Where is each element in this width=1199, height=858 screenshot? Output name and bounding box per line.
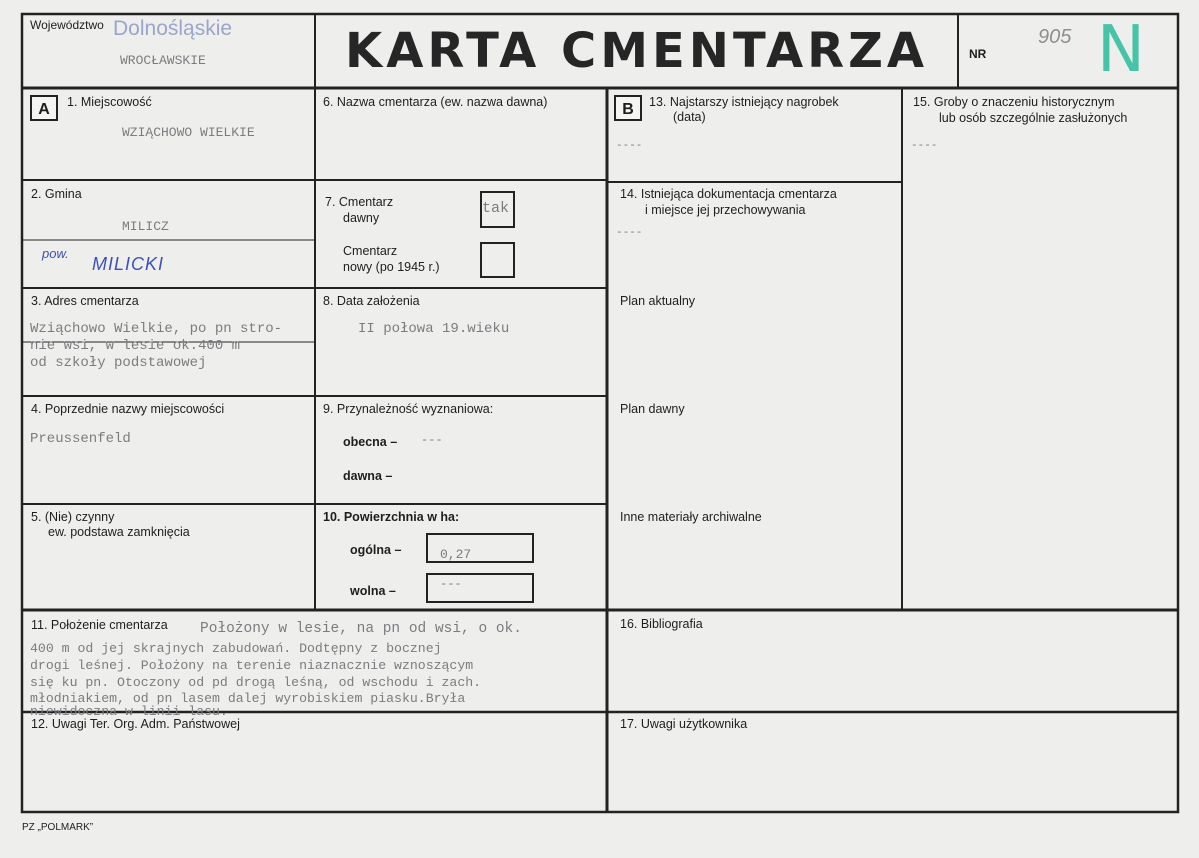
field-1-value: WZIĄCHOWO WIELKIE xyxy=(122,125,255,140)
wojewodztwo-typed: WROCŁAWSKIE xyxy=(120,53,206,68)
field-7-new-checkbox[interactable] xyxy=(480,242,515,278)
field-13-label-2: (data) xyxy=(673,110,706,124)
field-3-line-3: od szkoły podstawowej xyxy=(30,355,207,371)
field-16-label: 16. Bibliografia xyxy=(620,617,703,631)
field-5-sub: ew. podstawa zamknięcia xyxy=(48,525,190,539)
field-7-old-value: tak xyxy=(482,200,510,217)
nr-handwritten: 905 xyxy=(1038,26,1072,48)
field-7-new-label-1: Cmentarz xyxy=(343,244,398,258)
field-4-label: 4. Poprzednie nazwy miejscowości xyxy=(31,402,225,416)
field-15-label-1: 15. Groby o znaczeniu historycznym xyxy=(913,95,1115,109)
field-10-free-value: --- xyxy=(440,577,462,591)
field-11-line-4: się ku pn. Otoczony od pd drogą leśną, od wschodu i zach. xyxy=(30,675,482,690)
field-14-value: ---- xyxy=(616,227,643,239)
field-15-value: ---- xyxy=(911,140,938,152)
field-7-new-label-2: nowy (po 1945 r.) xyxy=(343,260,440,274)
section-b-box: B xyxy=(614,95,642,121)
field-7-old-label-2: dawny xyxy=(343,211,380,225)
field-12-label: 12. Uwagi Ter. Org. Adm. Państwowej xyxy=(31,717,240,731)
field-2-pow-value: MILICKI xyxy=(92,254,165,274)
field-10-total-label: ogólna – xyxy=(350,543,402,557)
field-4-value: Preussenfeld xyxy=(30,431,131,447)
field-11-line-2: 400 m od jej skrajnych zabudowań. Dodtępny z bocznej xyxy=(30,641,442,656)
field-11-label: 11. Położenie cmentarza xyxy=(31,618,168,632)
field-1-label: 1. Miejscowość xyxy=(67,95,152,109)
field-13-value: ---- xyxy=(616,140,643,152)
field-10-free-label: wolna – xyxy=(350,584,396,598)
field-3-line-1: Wziąchowo Wielkie, po pn stro- xyxy=(30,321,283,337)
field-11-line-3: drogi leśnej. Położony na terenie niaznacznie wznoszącym xyxy=(30,658,474,673)
field-11-line-5: młodniakiem, od pn lasem dalej wyrobiskiem piasku.Bryła xyxy=(30,691,466,706)
field-7-old-label-1: 7. Cmentarz xyxy=(325,195,394,209)
field-17-label: 17. Uwagi użytkownika xyxy=(620,717,748,731)
field-3-label: 3. Adres cmentarza xyxy=(31,294,139,308)
field-8-label: 8. Data założenia xyxy=(323,294,420,308)
field-11-line-6: niewidoczna w linii lasu. xyxy=(30,704,228,719)
field-9-current-value: --- xyxy=(421,433,443,447)
nr-letter-marker: N xyxy=(1097,13,1145,87)
field-14-label-2: i miejsce jej przechowywania xyxy=(645,203,806,217)
field-2-value: MILICZ xyxy=(122,219,169,234)
field-13-label-1: 13. Najstarszy istniejący nagrobek xyxy=(649,95,839,109)
section-a-box: A xyxy=(30,95,58,121)
field-9-former-label: dawna – xyxy=(343,469,393,483)
field-9-label: 9. Przynależność wyznaniowa: xyxy=(323,402,494,416)
field-2-label: 2. Gmina xyxy=(31,187,82,201)
card-title: KARTA CMENTARZA xyxy=(345,23,929,79)
field-9-current-label: obecna – xyxy=(343,435,398,449)
field-6-label: 6. Nazwa cmentarza (ew. nazwa dawna) xyxy=(323,95,548,109)
field-8-value: II połowa 19.wieku xyxy=(358,321,510,337)
field-10-label: 10. Powierzchnia w ha: xyxy=(323,510,460,524)
plan-current-label: Plan aktualny xyxy=(620,294,696,308)
wojewodztwo-stamp: Dolnośląskie xyxy=(113,17,233,40)
wojewodztwo-label: Województwo xyxy=(30,18,104,32)
plan-former-label: Plan dawny xyxy=(620,402,685,416)
field-5-label: 5. (Nie) czynny xyxy=(31,510,115,524)
field-2-pow-label: pow. xyxy=(42,246,69,261)
field-3-line-2: nie wsi, w lesie ok.400 m xyxy=(30,338,241,354)
printer-footer: PZ „POLMARK” xyxy=(22,822,94,833)
field-11-line-1: Położony w lesie, na pn od wsi, o ok. xyxy=(200,621,522,637)
field-15-label-2: lub osób szczególnie zasłużonych xyxy=(939,111,1128,125)
nr-label: NR xyxy=(969,47,987,61)
field-10-total-value: 0,27 xyxy=(440,547,472,562)
other-materials-label: Inne materiały archiwalne xyxy=(620,510,762,524)
field-14-label-1: 14. Istniejąca dokumentacja cmentarza xyxy=(620,187,837,201)
